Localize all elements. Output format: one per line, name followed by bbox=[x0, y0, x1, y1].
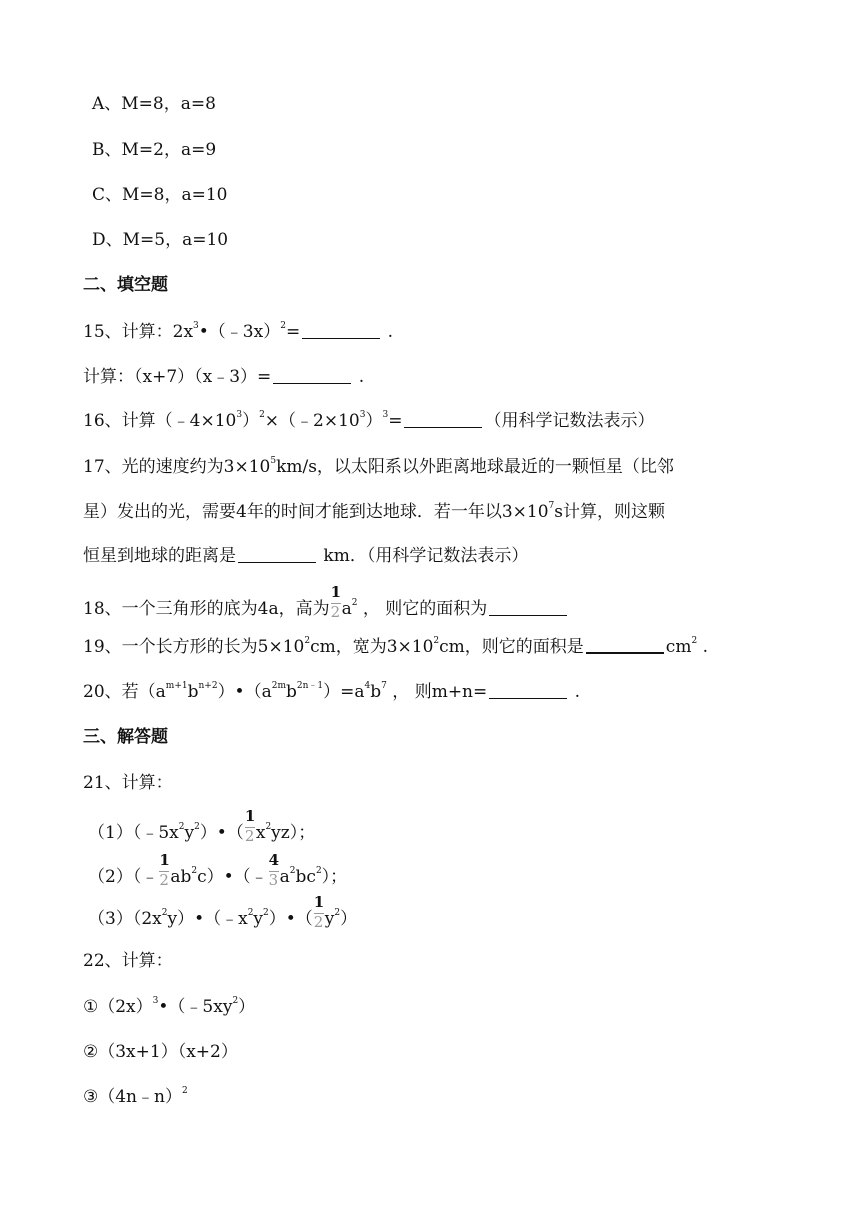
option-a: A、M=8，a=8 bbox=[92, 94, 216, 114]
superscript: 3 bbox=[152, 996, 159, 1006]
numerator: 1 bbox=[330, 583, 342, 601]
superscript: 2 bbox=[691, 636, 698, 646]
text: a bbox=[279, 867, 290, 887]
text: . bbox=[353, 367, 365, 387]
text: cm，则它的面积是 bbox=[439, 637, 584, 657]
superscript: 2 bbox=[265, 822, 272, 832]
question-16 bbox=[83, 409, 654, 433]
text: 17、光的速度约为3×10 bbox=[83, 457, 271, 477]
denominator: 3 bbox=[268, 871, 279, 889]
text: ×（﹣2×10 bbox=[264, 411, 360, 431]
question-21-item-2 bbox=[88, 851, 348, 889]
superscript: 2 bbox=[232, 996, 239, 1006]
text: ①（2x） bbox=[83, 997, 153, 1017]
question-18 bbox=[83, 583, 569, 621]
text: y bbox=[184, 823, 195, 843]
answer-blank[interactable] bbox=[489, 683, 567, 699]
answer-blank[interactable] bbox=[489, 600, 567, 616]
text: •（﹣5xy bbox=[158, 997, 233, 1017]
text: ②（3x+1）（x+2） bbox=[83, 1042, 238, 1062]
text: y）•（﹣x bbox=[167, 909, 248, 929]
text: ） bbox=[238, 997, 256, 1017]
superscript: 2 bbox=[304, 636, 311, 646]
fraction bbox=[330, 583, 342, 621]
superscript: 2 bbox=[259, 410, 265, 420]
option-b: B、M=2，a=9 bbox=[92, 140, 217, 160]
answer-blank[interactable] bbox=[273, 368, 351, 384]
text: 19、一个长方形的长为5×10 bbox=[83, 637, 305, 657]
text: 20、若（a bbox=[83, 682, 166, 702]
text: . bbox=[697, 637, 708, 657]
text: ③（4n﹣n） bbox=[83, 1087, 182, 1107]
text: = bbox=[388, 411, 403, 431]
superscript: 2 bbox=[181, 1086, 188, 1096]
text: ）=a bbox=[323, 682, 365, 702]
text: 星）发出的光，需要4年的时间才能到达地球．若一年以3×10 bbox=[83, 502, 549, 522]
question-22-item-1 bbox=[83, 995, 255, 1019]
section-fill-in-title: 二、填空题 bbox=[83, 275, 168, 295]
section-answer-title: 三、解答题 bbox=[83, 727, 168, 747]
text: ）； bbox=[321, 867, 348, 887]
superscript: 7 bbox=[548, 501, 555, 511]
text: y bbox=[324, 909, 335, 929]
answer-blank[interactable] bbox=[302, 323, 380, 339]
text: km．（用科学记数法表示） bbox=[318, 546, 529, 566]
superscript: 2 bbox=[433, 636, 440, 646]
answer-blank[interactable] bbox=[404, 412, 482, 428]
fraction bbox=[244, 807, 256, 845]
superscript: 2m bbox=[271, 681, 286, 691]
text: ， 则m+n= bbox=[386, 682, 488, 702]
superscript: 2 bbox=[191, 866, 198, 876]
text: cm，宽为3×10 bbox=[310, 637, 434, 657]
question-17-line-3 bbox=[83, 544, 528, 568]
text: . bbox=[569, 682, 581, 702]
text: . bbox=[382, 322, 394, 342]
denominator: 2 bbox=[159, 871, 169, 889]
text: （1）（﹣5x bbox=[88, 823, 179, 843]
text: （2）（﹣ bbox=[88, 867, 159, 887]
numerator: 1 bbox=[159, 851, 170, 869]
question-15b bbox=[83, 365, 364, 389]
superscript: 2 bbox=[351, 598, 358, 608]
superscript: 2 bbox=[315, 866, 322, 876]
denominator: 2 bbox=[313, 913, 324, 931]
superscript: 2 bbox=[178, 822, 185, 832]
text: a bbox=[341, 599, 352, 619]
text: = bbox=[285, 322, 301, 342]
text: ab bbox=[170, 867, 192, 887]
question-15 bbox=[83, 320, 393, 344]
text: ）•（ bbox=[268, 909, 313, 929]
option-d: D、M=5，a=10 bbox=[92, 230, 229, 250]
numerator: 4 bbox=[268, 851, 280, 869]
text: ， 则它的面积为 bbox=[357, 599, 488, 619]
text: ） bbox=[365, 411, 383, 431]
question-17-line-2 bbox=[83, 500, 665, 524]
fraction bbox=[268, 851, 280, 889]
denominator: 2 bbox=[330, 603, 341, 621]
text: •（﹣3x） bbox=[198, 322, 281, 342]
text: c）•（﹣ bbox=[197, 867, 268, 887]
text: cm bbox=[665, 637, 692, 657]
superscript: n+2 bbox=[198, 681, 218, 691]
superscript: 3 bbox=[193, 321, 199, 331]
text: ） bbox=[340, 909, 358, 929]
question-17-line-1 bbox=[83, 455, 674, 479]
text: yz）； bbox=[271, 823, 316, 843]
text: b bbox=[187, 682, 199, 702]
text: b bbox=[370, 682, 382, 702]
question-22-item-3 bbox=[83, 1085, 188, 1109]
text: ）•（a bbox=[217, 682, 272, 702]
question-22-title: 22、计算： bbox=[83, 951, 173, 971]
text: 16、计算（﹣4×10 bbox=[83, 411, 237, 431]
superscript: m+1 bbox=[165, 681, 188, 691]
text: （3）（2x bbox=[88, 909, 162, 929]
text: 15、计算：2x bbox=[83, 322, 194, 342]
answer-blank[interactable] bbox=[586, 637, 664, 654]
fraction bbox=[159, 851, 170, 889]
text: 计算：（x+7）（x﹣3）= bbox=[83, 367, 272, 387]
superscript: 2 bbox=[289, 866, 296, 876]
question-21-item-1 bbox=[88, 807, 316, 845]
question-21-title: 21、计算： bbox=[83, 773, 173, 793]
text: （用科学记数法表示） bbox=[484, 411, 655, 431]
superscript: 7 bbox=[381, 681, 387, 691]
text: 恒星到地球的距离是 bbox=[83, 546, 236, 566]
question-20 bbox=[83, 680, 580, 704]
denominator: 2 bbox=[244, 827, 255, 845]
superscript: 2 bbox=[194, 822, 200, 832]
text: 18、一个三角形的底为4a，高为 bbox=[83, 599, 330, 619]
superscript: 3 bbox=[359, 410, 366, 420]
answer-blank[interactable] bbox=[238, 547, 316, 563]
superscript: 5 bbox=[270, 456, 277, 466]
text: km/s，以太阳系以外距离地球最近的一颗恒星（比邻 bbox=[276, 457, 674, 477]
question-19 bbox=[83, 635, 708, 659]
question-22-item-2 bbox=[83, 1040, 238, 1064]
superscript: 2 bbox=[161, 908, 168, 918]
text: bc bbox=[295, 867, 316, 887]
text: ） bbox=[242, 411, 260, 431]
option-c: C、M=8，a=10 bbox=[92, 185, 228, 205]
text: b bbox=[286, 682, 297, 702]
text: y bbox=[253, 909, 264, 929]
fraction bbox=[313, 893, 325, 931]
superscript: 3 bbox=[236, 410, 243, 420]
numerator: 1 bbox=[313, 893, 325, 911]
text: s计算，则这颗 bbox=[554, 502, 665, 522]
numerator: 1 bbox=[244, 807, 256, 825]
question-21-item-3 bbox=[88, 893, 358, 931]
superscript: 2 bbox=[263, 908, 269, 918]
superscript: 4 bbox=[364, 681, 371, 691]
superscript: 2 bbox=[334, 908, 341, 918]
superscript: 2 bbox=[247, 908, 254, 918]
superscript: 2 bbox=[280, 321, 286, 331]
superscript: 3 bbox=[382, 410, 389, 420]
text: x bbox=[255, 823, 266, 843]
superscript: 2n﹣1 bbox=[296, 681, 324, 691]
text: ）•（ bbox=[199, 823, 244, 843]
